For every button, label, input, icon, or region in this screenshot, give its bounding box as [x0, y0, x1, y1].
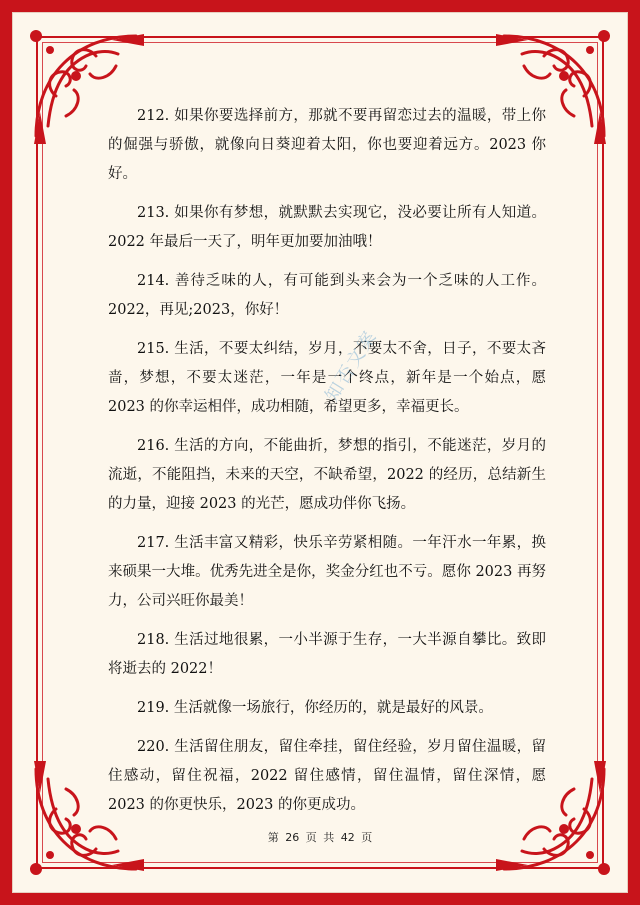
document-body — [108, 102, 546, 830]
entry-218: 218. 生活过地很累，一小半源于生存，一大半源自攀比。致即将逝去的 2022！ — [108, 632, 546, 677]
entry-214: 214. 善待乏味的人，有可能到头来会为一个乏味的人工作。2022，再见;2023，你好！ — [108, 273, 546, 318]
entry-216: 216. 生活的方向，不能曲折，梦想的指引，不能迷茫，岁月的流逝，不能阻挡，未来的天空，不缺希望，2022 的经历，总结新生的力量，迎接 2023 的光芒，愿成功伴你飞扬。 — [108, 438, 546, 512]
entry-212: 212. 如果你要选择前方，那就不要再留恋过去的温暖，带上你的倔强与骄傲，就像向日葵迎着太阳，你也要迎着远方。2023 你好。 — [108, 108, 546, 182]
entry-215: 215. 生活，不要太纠结，岁月，不要太不舍，日子，不要太吝啬，梦想，不要太迷茫，一年是一个终点，新年是一个始点，愿 2023 的你幸运相伴，成功相随，希望更多，幸福更长。 — [108, 341, 546, 415]
watermark: 知否文案 — [321, 326, 382, 406]
page-number-footer: 第 26 页 共 42 页 — [267, 831, 373, 844]
entry-219: 219. 生活就像一场旅行，你经历的，就是最好的风景。 — [137, 700, 493, 716]
entry-220: 220. 生活留住朋友，留住牵挂，留住经验，岁月留住温暖，留住感动，留住祝福，2022 留住感情，留住温情，留住深情，愿 2023 的你更快乐，2023 的你更成功。 — [108, 739, 546, 813]
entry-213: 213. 如果你有梦想，就默默去实现它，没必要让所有人知道。2022 年最后一天了，明年更加要加油哦！ — [108, 205, 546, 250]
entry-217: 217. 生活丰富又精彩，快乐辛劳紧相随。一年汗水一年累，换来硕果一大堆。优秀先进全是你，奖金分红也不亏。愿你 2023 再努力，公司兴旺你最美！ — [108, 535, 546, 609]
